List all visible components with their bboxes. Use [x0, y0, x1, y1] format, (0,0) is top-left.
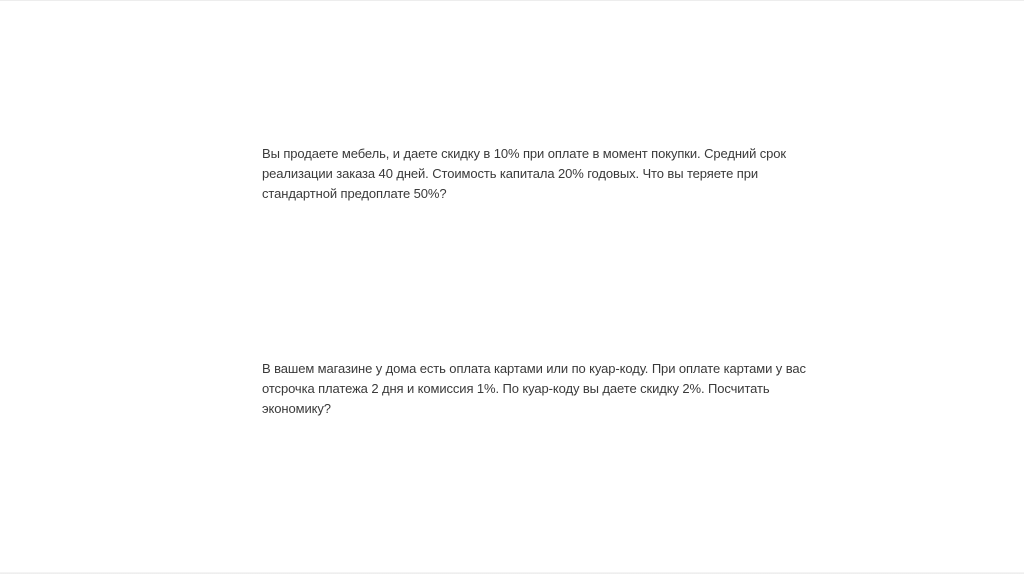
task-paragraph-furniture-discount: [262, 144, 792, 204]
text-line: реализации заказа 40 дней. Стоимость капитала 20% годовых. Что вы теряете при: [262, 166, 759, 181]
text-line: Вы продаете мебель, и даете скидку в 10% при оплате в момент покупки. Средний срок: [262, 146, 786, 161]
text-line: отсрочка платежа 2 дня и комиссия 1%. По куар-коду вы даете скидку 2%. Посчитать: [262, 381, 770, 396]
task-paragraph-payment-methods: [262, 359, 806, 419]
text-line: стандартной предоплате 50%?: [262, 186, 447, 201]
text-line: экономику?: [262, 401, 331, 416]
text-line: В вашем магазине у дома есть оплата картами или по куар-коду. При оплате картами у вас: [262, 361, 806, 376]
